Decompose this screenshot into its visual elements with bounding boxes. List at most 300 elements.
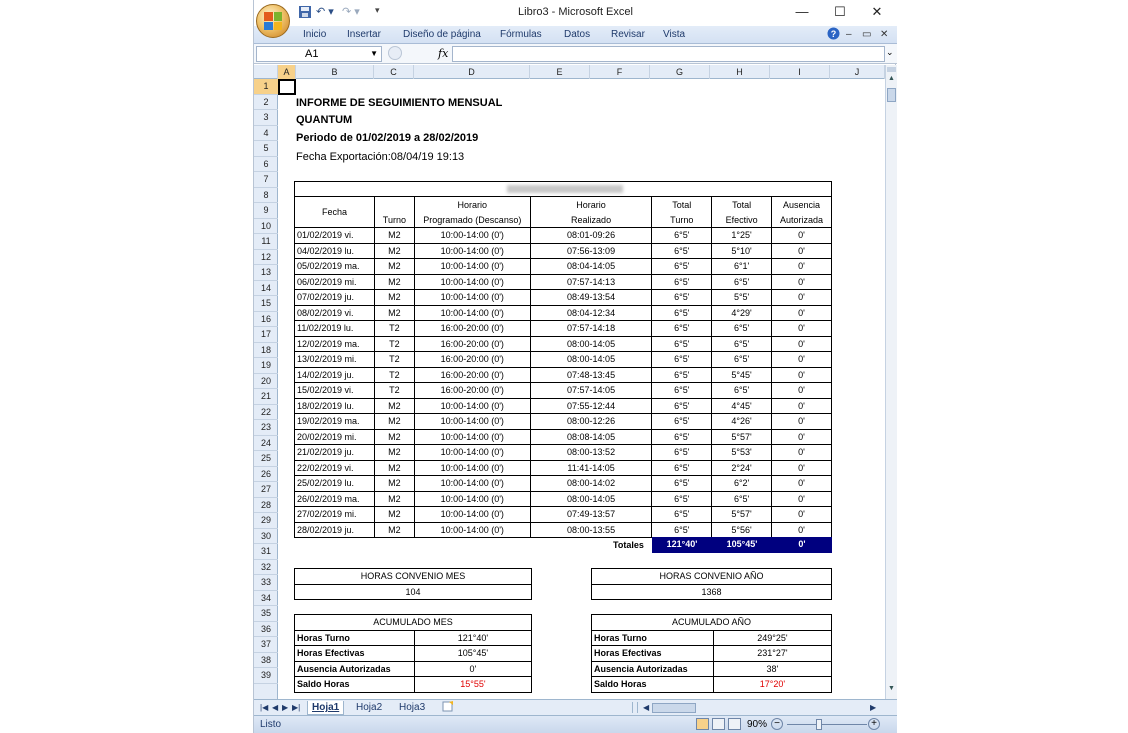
row-header[interactable]: 14 [254,281,278,297]
cell-fecha: 25/02/2019 lu. [295,476,375,492]
row-header[interactable]: 19 [254,358,278,374]
tab-revisar[interactable]: Revisar [611,29,645,40]
cell-ausencia: 0' [772,445,832,461]
zoom-level[interactable]: 90% [747,719,768,730]
col-header-i[interactable]: I [770,65,830,79]
maximize-button[interactable]: ☐ [834,4,846,19]
acum-anio-saldo-label: Saldo Horas [592,677,714,693]
sheet-tab-bar [254,699,897,715]
col-header-b[interactable]: B [296,65,374,79]
totals-efectivo: 105°45' [726,539,758,549]
scroll-down-icon[interactable]: ▼ [888,685,895,692]
cell-ausencia: 0' [772,259,832,275]
selected-cell-a1[interactable] [278,79,296,95]
cell-total-turno: 6°5' [652,259,712,275]
acum-mes-saldo-label: Saldo Horas [295,677,415,693]
report-export-date: Fecha Exportación:08/04/19 19:13 [296,151,465,163]
cell-turno: M2 [374,522,414,538]
cell-total-efectivo: 5°57' [712,429,772,445]
table-row [295,352,832,368]
close-button[interactable]: ✕ [871,4,883,19]
cell-horario-prog: 10:00-14:00 (0') [414,290,530,306]
name-box-dropdown-icon[interactable]: ▼ [370,49,378,58]
row-header[interactable]: 15 [254,296,278,312]
cell-horario-real: 07:56-13:09 [530,243,652,259]
totals-ausencia: 0' [798,539,806,549]
cell-fecha: 11/02/2019 lu. [295,321,375,337]
row-header[interactable]: 12 [254,250,278,266]
cell-horario-prog: 10:00-14:00 (0') [414,259,530,275]
hscroll-right-icon[interactable]: ▶ [870,703,877,712]
cell-horario-real: 07:57-14:05 [530,383,652,399]
worksheet[interactable] [278,79,885,699]
cell-turno: M2 [374,460,414,476]
cell-fecha: 06/02/2019 mi. [295,274,375,290]
header-horario-prog-2: Programado (Descanso) [414,212,530,228]
tab-split-handle[interactable] [632,702,638,713]
row-header[interactable]: 17 [254,327,278,343]
ribbon-tabs [254,26,897,44]
row-header[interactable]: 13 [254,265,278,281]
cell-total-turno: 6°5' [652,476,712,492]
header-turno: Turno [374,212,414,228]
cell-horario-real: 08:00-13:55 [530,522,652,538]
cell-fecha: 20/02/2019 mi. [295,429,375,445]
totals-label: Totales [613,540,644,550]
cell-fecha: 05/02/2019 ma. [295,259,375,275]
cell-horario-real: 08:08-14:05 [530,429,652,445]
cell-total-turno: 6°5' [652,445,712,461]
header-horario-real-1: Horario [530,197,652,213]
cell-ausencia: 0' [772,383,832,399]
acumulado-anio-label: ACUMULADO AÑO [592,615,832,631]
row-header[interactable]: 10 [254,219,278,235]
cell-total-efectivo: 5°10' [712,243,772,259]
page-break-view-icon[interactable] [728,718,741,730]
cell-horario-prog: 10:00-14:00 (0') [414,429,530,445]
cell-total-turno: 6°5' [652,522,712,538]
cell-total-efectivo: 5°56' [712,522,772,538]
blurred-employee-name [507,185,623,193]
cell-horario-real: 07:57-14:13 [530,274,652,290]
table-header-row [295,197,832,213]
cell-turno: M2 [374,243,414,259]
tab-prev-icon[interactable]: ◀ [272,703,279,712]
cell-horario-prog: 10:00-14:00 (0') [414,507,530,523]
cell-total-turno: 6°5' [652,290,712,306]
acum-mes-efectivas-label: Horas Efectivas [295,646,415,662]
table-row [295,383,832,399]
cell-horario-prog: 16:00-20:00 (0') [414,321,530,337]
cell-fecha: 27/02/2019 mi. [295,507,375,523]
cell-horario-prog: 10:00-14:00 (0') [414,491,530,507]
acum-mes-ausencia-label: Ausencia Autorizadas [295,661,415,677]
cell-total-turno: 6°5' [652,228,712,244]
formula-input[interactable] [452,46,885,62]
cell-total-turno: 6°5' [652,305,712,321]
cell-horario-prog: 10:00-14:00 (0') [414,274,530,290]
status-text: Listo [260,719,282,730]
row-header[interactable]: 2 [254,95,278,111]
table-row [295,445,832,461]
header-horario-real-2: Realizado [530,212,652,228]
table-row [295,243,832,259]
page-layout-view-icon[interactable] [712,718,725,730]
fx-icon[interactable]: fx [438,47,449,60]
row-header[interactable]: 39 [254,668,278,684]
cell-total-turno: 6°5' [652,507,712,523]
insert-sheet-icon[interactable] [438,701,458,715]
header-ausencia-2: Autorizada [772,212,832,228]
ribbon-close-icon[interactable]: ✕ [880,29,889,40]
row-header[interactable]: 20 [254,374,278,390]
cell-total-efectivo: 6°5' [712,491,772,507]
row-header[interactable]: 32 [254,560,278,576]
cancel-formula-icon [388,46,402,60]
cell-fecha: 14/02/2019 ju. [295,367,375,383]
report-company: QUANTUM [296,114,353,126]
cell-horario-real: 07:48-13:45 [530,367,652,383]
sheet-tab-hoja1[interactable]: Hoja1 [307,701,344,715]
cell-turno: M2 [374,476,414,492]
table-row [295,290,832,306]
cell-turno: T2 [374,336,414,352]
tab-diseno[interactable]: Diseño de página [403,29,481,40]
col-header-e[interactable]: E [530,65,590,79]
cell-turno: T2 [374,383,414,399]
table-header-row-2 [295,212,832,228]
sheet-tab-hoja3[interactable]: Hoja3 [399,702,426,713]
table-row [295,429,832,445]
cell-total-turno: 6°5' [652,383,712,399]
header-total-turno-2: Turno [652,212,712,228]
convenio-mes-label: HORAS CONVENIO MES [295,569,532,585]
status-bar [254,715,897,733]
table-row [295,228,832,244]
row-header[interactable]: 28 [254,498,278,514]
row-header[interactable]: 30 [254,529,278,545]
col-header-d[interactable]: D [414,65,530,79]
convenio-anio-label: HORAS CONVENIO AÑO [592,569,832,585]
row-header[interactable]: 6 [254,157,278,173]
excel-window [253,0,896,733]
hscroll-left-icon[interactable]: ◀ [643,703,650,712]
cell-horario-real: 08:04-14:05 [530,259,652,275]
cell-horario-real: 08:00-14:02 [530,476,652,492]
header-fecha: Fecha [295,197,375,228]
zoom-slider-thumb[interactable] [816,719,822,730]
table-row [295,507,832,523]
row-header[interactable]: 18 [254,343,278,359]
sheet-tab-hoja2[interactable]: Hoja2 [356,702,383,713]
row-header[interactable]: 24 [254,436,278,452]
cell-horario-real: 08:00-14:05 [530,491,652,507]
cell-horario-prog: 10:00-14:00 (0') [414,414,530,430]
save-icon[interactable] [298,5,312,21]
table-row [295,321,832,337]
select-all-corner[interactable] [254,65,278,79]
cell-fecha: 15/02/2019 vi. [295,383,375,399]
cell-turno: M2 [374,491,414,507]
cell-total-efectivo: 6°5' [712,383,772,399]
cell-turno: T2 [374,321,414,337]
convenio-anio-box [591,568,832,600]
acum-mes-turno-label: Horas Turno [295,630,415,646]
header-ausencia-1: Ausencia [772,197,832,213]
cell-ausencia: 0' [772,336,832,352]
header-total-ef-1: Total [712,197,772,213]
cell-total-efectivo: 4°45' [712,398,772,414]
ribbon-restore-icon[interactable]: ▭ [862,29,872,40]
row-header[interactable]: 34 [254,591,278,607]
cell-horario-real: 11:41-14:05 [530,460,652,476]
cell-ausencia: 0' [772,290,832,306]
row-header[interactable]: 33 [254,575,278,591]
table-row [295,491,832,507]
totals-turno: 121°40' [666,539,698,549]
cell-total-efectivo: 5°45' [712,367,772,383]
row-header[interactable]: 25 [254,451,278,467]
cell-fecha: 26/02/2019 ma. [295,491,375,507]
cell-total-turno: 6°5' [652,460,712,476]
row-header[interactable]: 36 [254,622,278,638]
svg-text:?: ? [830,29,837,39]
tab-next-icon[interactable]: ▶ [282,703,289,712]
scroll-thumb[interactable] [887,88,896,102]
totals-bar [652,537,832,553]
employee-header-row [294,181,832,196]
cell-fecha: 04/02/2019 lu. [295,243,375,259]
report-period: Periodo de 01/02/2019 a 28/02/2019 [296,132,479,144]
cell-total-turno: 6°5' [652,321,712,337]
acum-anio-turno-value: 249°25' [713,630,831,646]
cell-fecha: 21/02/2019 ju. [295,445,375,461]
cell-horario-prog: 16:00-20:00 (0') [414,367,530,383]
cell-total-efectivo: 6°2' [712,476,772,492]
name-box[interactable] [256,46,382,62]
report-title: INFORME DE SEGUIMIENTO MENSUAL [296,97,503,109]
row-header[interactable]: 23 [254,420,278,436]
normal-view-icon[interactable] [696,718,709,730]
cell-total-efectivo: 6°5' [712,321,772,337]
tab-datos[interactable]: Datos [564,29,591,40]
cell-ausencia: 0' [772,414,832,430]
cell-total-turno: 6°5' [652,429,712,445]
cell-horario-real: 08:04-12:34 [530,305,652,321]
cell-total-efectivo: 5°53' [712,445,772,461]
table-row [295,398,832,414]
cell-fecha: 07/02/2019 ju. [295,290,375,306]
tab-vista[interactable]: Vista [663,29,686,40]
cell-fecha: 08/02/2019 vi. [295,305,375,321]
cell-total-turno: 6°5' [652,243,712,259]
table-row [295,476,832,492]
row-header[interactable]: 26 [254,467,278,483]
row-header[interactable]: 16 [254,312,278,328]
cell-horario-prog: 16:00-20:00 (0') [414,352,530,368]
table-row [295,274,832,290]
table-row [295,305,832,321]
row-header[interactable]: 27 [254,482,278,498]
acum-mes-saldo-value: 15°55' [414,677,531,693]
cell-horario-real: 07:57-14:18 [530,321,652,337]
redo-icon[interactable]: ↷ ▾ [342,6,360,18]
acum-anio-efectivas-label: Horas Efectivas [592,646,714,662]
undo-icon[interactable]: ↶ ▾ [316,6,334,18]
cell-ausencia: 0' [772,243,832,259]
tab-first-icon[interactable]: |◀ [260,703,269,712]
cell-total-efectivo: 2°24' [712,460,772,476]
cell-horario-prog: 10:00-14:00 (0') [414,228,530,244]
cell-horario-real: 08:00-14:05 [530,336,652,352]
split-box[interactable] [887,67,896,72]
cell-turno: M2 [374,290,414,306]
cell-ausencia: 0' [772,352,832,368]
cell-turno: M2 [374,228,414,244]
cell-total-efectivo: 4°26' [712,414,772,430]
header-total-ef-2: Efectivo [712,212,772,228]
header-horario-prog-1: Horario [414,197,530,213]
tab-insertar[interactable]: Insertar [347,29,381,40]
row-header[interactable]: 31 [254,544,278,560]
row-header[interactable]: 11 [254,234,278,250]
acum-mes-efectivas-value: 105°45' [414,646,531,662]
cell-horario-prog: 16:00-20:00 (0') [414,383,530,399]
row-headers [254,79,278,699]
cell-turno: M2 [374,305,414,321]
acum-mes-ausencia-value: 0' [414,661,531,677]
col-header-g[interactable]: G [650,65,710,79]
formula-bar [254,44,897,64]
cell-horario-prog: 10:00-14:00 (0') [414,460,530,476]
cell-ausencia: 0' [772,305,832,321]
cell-total-efectivo: 4°29' [712,305,772,321]
cell-total-efectivo: 1°25' [712,228,772,244]
zoom-slider-track[interactable] [787,724,867,725]
row-header[interactable]: 9 [254,203,278,219]
hscroll-thumb[interactable] [652,703,696,713]
cell-total-turno: 6°5' [652,414,712,430]
cell-turno: M2 [374,414,414,430]
cell-total-efectivo: 6°5' [712,274,772,290]
table-row [295,336,832,352]
acum-anio-ausencia-value: 38' [713,661,831,677]
tab-inicio[interactable]: Inicio [303,29,327,40]
cell-horario-prog: 10:00-14:00 (0') [414,305,530,321]
customize-qat-icon[interactable]: ▾ [375,5,380,15]
cell-horario-real: 07:49-13:57 [530,507,652,523]
minimize-button[interactable]: — [795,4,809,19]
table-row [295,522,832,538]
cell-fecha: 28/02/2019 ju. [295,522,375,538]
col-header-c[interactable]: C [374,65,414,79]
row-header[interactable]: 22 [254,405,278,421]
tab-last-icon[interactable]: ▶| [292,703,301,712]
row-header[interactable]: 8 [254,188,278,204]
cell-fecha: 13/02/2019 mi. [295,352,375,368]
vertical-scrollbar[interactable] [885,65,897,699]
help-icon[interactable] [827,27,840,43]
cell-horario-prog: 10:00-14:00 (0') [414,522,530,538]
cell-total-turno: 6°5' [652,367,712,383]
cell-horario-real: 08:01-09:26 [530,228,652,244]
table-row [295,259,832,275]
acum-mes-turno-value: 121°40' [414,630,531,646]
cell-total-turno: 6°5' [652,491,712,507]
cell-fecha: 22/02/2019 vi. [295,460,375,476]
cell-ausencia: 0' [772,429,832,445]
convenio-mes-box [294,568,532,600]
cell-horario-prog: 10:00-14:00 (0') [414,398,530,414]
window-title: Libro3 - Microsoft Excel [518,6,633,18]
row-header[interactable]: 4 [254,126,278,142]
cell-turno: T2 [374,367,414,383]
cell-fecha: 01/02/2019 vi. [295,228,375,244]
cell-total-efectivo: 6°5' [712,336,772,352]
zoom-in-icon[interactable]: + [868,718,880,730]
cell-total-turno: 6°5' [652,336,712,352]
cell-ausencia: 0' [772,460,832,476]
row-header[interactable]: 38 [254,653,278,669]
scroll-up-icon[interactable]: ▲ [888,75,895,82]
tab-formulas[interactable]: Fórmulas [500,29,542,40]
row-header[interactable]: 5 [254,141,278,157]
cell-ausencia: 0' [772,522,832,538]
cell-ausencia: 0' [772,228,832,244]
ribbon-minimize-icon[interactable]: – [846,29,852,40]
acum-anio-saldo-value: 17°20' [713,677,831,693]
col-header-j[interactable]: J [830,65,885,79]
acum-anio-efectivas-value: 231°27' [713,646,831,662]
col-header-f[interactable]: F [590,65,650,79]
row-header[interactable]: 37 [254,637,278,653]
cell-horario-prog: 16:00-20:00 (0') [414,336,530,352]
zoom-out-icon[interactable]: − [771,718,783,730]
row-header[interactable]: 3 [254,110,278,126]
cell-total-efectivo: 5°5' [712,290,772,306]
row-header[interactable]: 7 [254,172,278,188]
convenio-anio-value: 1368 [592,584,832,600]
row-header[interactable]: 21 [254,389,278,405]
cell-total-turno: 6°5' [652,352,712,368]
row-header[interactable]: 1 [254,79,278,95]
office-button[interactable] [256,4,290,38]
header-turno-top [374,197,414,213]
row-header[interactable]: 35 [254,606,278,622]
cell-ausencia: 0' [772,274,832,290]
cell-total-efectivo: 5°57' [712,507,772,523]
cell-horario-real: 08:00-13:52 [530,445,652,461]
cell-horario-real: 08:00-14:05 [530,352,652,368]
row-header[interactable]: 29 [254,513,278,529]
cell-ausencia: 0' [772,507,832,523]
table-row [295,367,832,383]
acumulado-mes-label: ACUMULADO MES [295,615,532,631]
header-total-turno-1: Total [652,197,712,213]
col-header-a[interactable]: A [278,65,296,79]
cell-total-efectivo: 6°1' [712,259,772,275]
cell-fecha: 12/02/2019 ma. [295,336,375,352]
cell-ausencia: 0' [772,398,832,414]
acumulado-anio-box [591,614,832,693]
name-box-value: A1 [305,48,319,60]
col-header-h[interactable]: H [710,65,770,79]
expand-formula-icon[interactable]: ⌄ [886,47,894,57]
table-row [295,460,832,476]
cell-turno: M2 [374,507,414,523]
cell-turno: M2 [374,274,414,290]
acumulado-mes-box [294,614,532,693]
